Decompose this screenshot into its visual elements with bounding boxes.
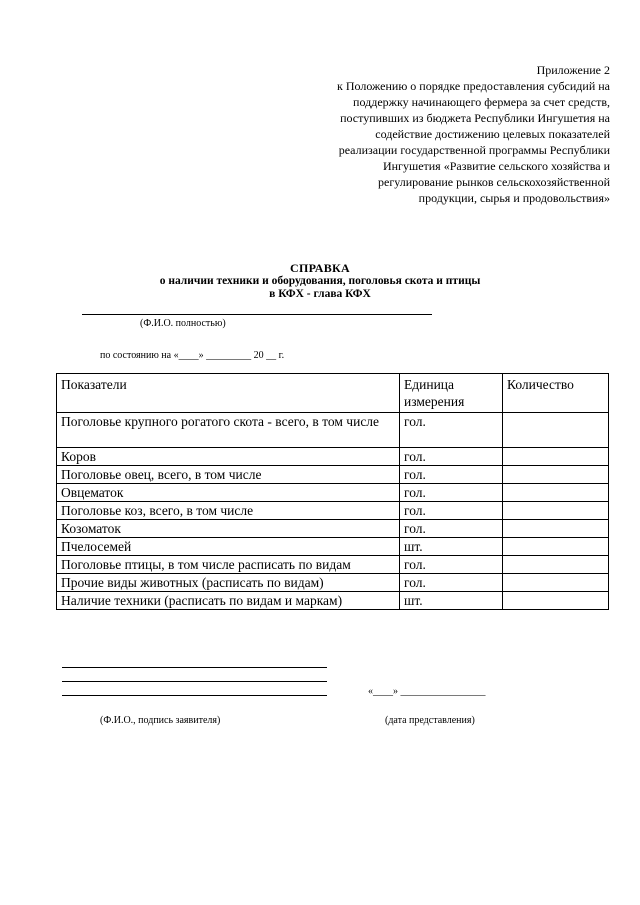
header-unit: Единица измерения bbox=[400, 374, 503, 413]
table-row bbox=[57, 556, 609, 574]
document-subtitle-2: в КФХ - глава КФХ bbox=[269, 288, 371, 300]
document-subtitle: о наличии техники и оборудования, поголовья скота и птицы bbox=[159, 275, 481, 287]
row-unit: гол. bbox=[400, 484, 503, 502]
row-indicator: Наличие техники (расписать по видам и маркам) bbox=[57, 592, 400, 610]
appendix-line: Ингушетия «Развитие сельского хозяйства и bbox=[382, 159, 610, 173]
table-row bbox=[57, 538, 609, 556]
row-indicator: Поголовье овец, всего, в том числе bbox=[57, 466, 400, 484]
row-quantity[interactable] bbox=[503, 448, 609, 466]
row-quantity[interactable] bbox=[503, 574, 609, 592]
signature-line-1[interactable] bbox=[62, 667, 327, 668]
row-unit: гол. bbox=[400, 466, 503, 484]
row-indicator: Прочие виды животных (расписать по видам) bbox=[57, 574, 400, 592]
table-row bbox=[57, 574, 609, 592]
table-row bbox=[57, 520, 609, 538]
as-of-date-line: по состоянию на «____» _________ 20 __ г. bbox=[100, 350, 285, 361]
appendix-line: регулирование рынков сельскохозяйственной bbox=[378, 175, 610, 189]
table-row bbox=[57, 484, 609, 502]
table-row bbox=[57, 592, 609, 610]
appendix-line: содействие достижению целевых показателей bbox=[375, 127, 610, 141]
signature-line-3[interactable] bbox=[62, 695, 327, 696]
row-indicator: Поголовье коз, всего, в том числе bbox=[57, 502, 400, 520]
row-unit: гол. bbox=[400, 520, 503, 538]
table-row bbox=[57, 413, 609, 448]
appendix-line: поступивших из бюджета Республики Ингушетия на bbox=[340, 111, 610, 125]
table-row bbox=[57, 448, 609, 466]
table-header-row bbox=[57, 374, 609, 413]
date-caption: (дата представления) bbox=[385, 715, 475, 726]
row-quantity[interactable] bbox=[503, 538, 609, 556]
document-title-block bbox=[0, 262, 640, 301]
row-quantity[interactable] bbox=[503, 413, 609, 448]
appendix-line: Приложение 2 bbox=[536, 63, 610, 77]
submission-date-field[interactable]: «____» _________________ bbox=[368, 686, 486, 697]
row-quantity[interactable] bbox=[503, 556, 609, 574]
applicant-caption: (Ф.И.О., подпись заявителя) bbox=[100, 715, 221, 726]
row-quantity[interactable] bbox=[503, 520, 609, 538]
row-indicator: Пчелосемей bbox=[57, 538, 400, 556]
fio-input-line[interactable] bbox=[82, 314, 432, 315]
document-title: СПРАВКА bbox=[290, 261, 350, 275]
row-unit: шт. bbox=[400, 538, 503, 556]
header-indicator: Показатели bbox=[57, 374, 400, 413]
appendix-line: реализации государственной программы Республики bbox=[338, 143, 610, 157]
row-indicator: Поголовье крупного рогатого скота - всего, в том числе bbox=[57, 413, 400, 448]
row-unit: гол. bbox=[400, 448, 503, 466]
row-indicator: Поголовье птицы, в том числе расписать по видам bbox=[57, 556, 400, 574]
row-quantity[interactable] bbox=[503, 592, 609, 610]
row-unit: гол. bbox=[400, 556, 503, 574]
row-unit: гол. bbox=[400, 574, 503, 592]
row-unit: шт. bbox=[400, 592, 503, 610]
row-unit: гол. bbox=[400, 502, 503, 520]
table-row bbox=[57, 502, 609, 520]
appendix-line: поддержку начинающего фермера за счет средств, bbox=[353, 95, 610, 109]
appendix-line: продукции, сырья и продовольствия» bbox=[418, 191, 610, 205]
row-indicator: Овцематок bbox=[57, 484, 400, 502]
row-indicator: Козоматок bbox=[57, 520, 400, 538]
table-row bbox=[57, 466, 609, 484]
row-indicator: Коров bbox=[57, 448, 400, 466]
row-quantity[interactable] bbox=[503, 484, 609, 502]
data-table bbox=[56, 373, 609, 610]
row-quantity[interactable] bbox=[503, 502, 609, 520]
appendix-line: к Положению о порядке предоставления субсидий на bbox=[337, 79, 610, 93]
appendix-block bbox=[310, 62, 610, 206]
row-quantity[interactable] bbox=[503, 466, 609, 484]
row-unit: гол. bbox=[400, 413, 503, 448]
signature-line-2[interactable] bbox=[62, 681, 327, 682]
fio-caption: (Ф.И.О. полностью) bbox=[140, 318, 226, 329]
header-quantity: Количество bbox=[503, 374, 609, 413]
